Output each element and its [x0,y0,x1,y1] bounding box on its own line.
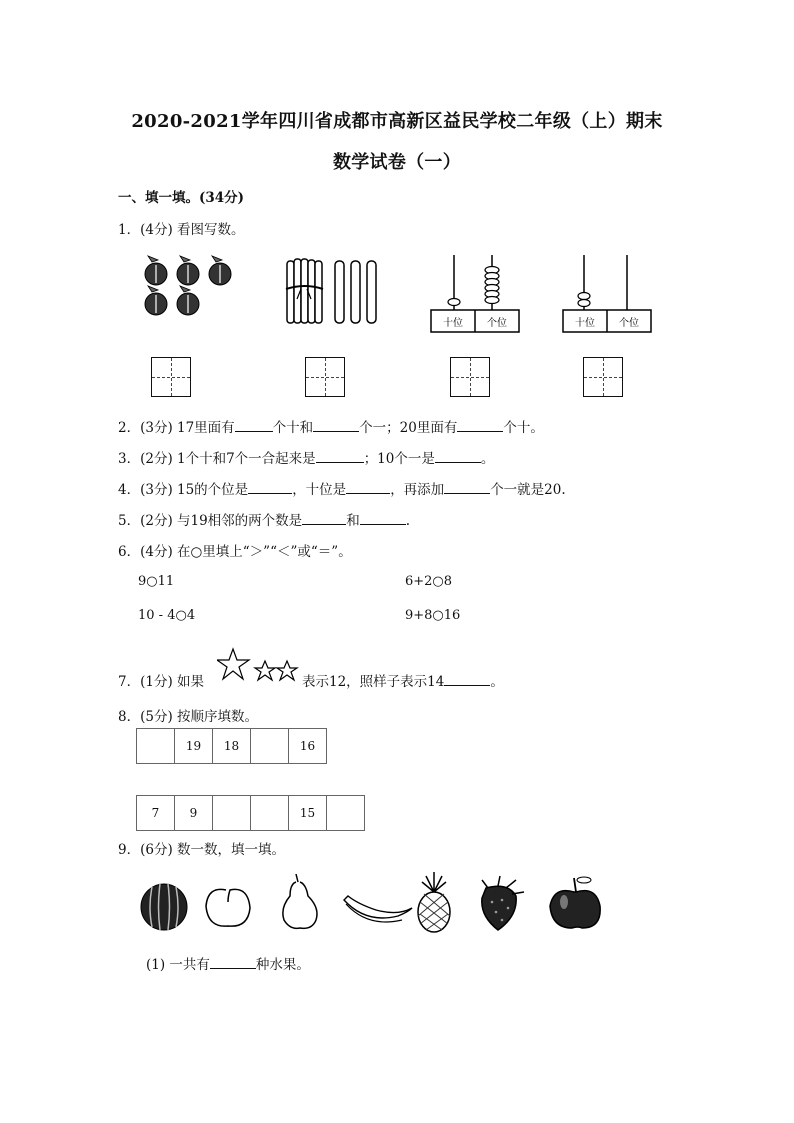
peach-icon [206,889,250,926]
blank[interactable] [444,480,490,494]
strawberry-icon [482,876,524,930]
blank[interactable] [360,511,406,525]
compare-item: 9○11 [138,574,175,589]
question-1: 1．(4分) 看图写数。 [118,222,245,238]
page-title: 2020-2021学年四川省成都市高新区益民学校二年级（上）期末 [131,111,663,132]
sequence-cell[interactable] [213,796,251,831]
sequence-table-2 [136,795,365,831]
sequence-cell[interactable] [137,729,175,764]
answer-box-4[interactable] [583,357,623,397]
question-7-tail: 表示12，照样子表示14 。 [302,674,504,690]
sequence-cell[interactable] [251,796,289,831]
question-9-sub-1: (1) 一共有 种水果。 [146,957,310,973]
question-8: 8．(5分) 按顺序填数。 [118,709,259,725]
abacus-1-picture [428,252,523,334]
blank[interactable] [444,672,490,686]
peaches-picture [138,252,238,324]
compare-item: 10 - 4○4 [138,608,196,623]
question-2: 2．(3分) 17里面有 个十和 个一；20里面有 个十。 [118,420,544,436]
sequence-cell: 19 [175,729,213,764]
question-7: 7．(1分) 如果 [118,674,205,690]
sequence-cell: 15 [289,796,327,831]
sequence-cell[interactable] [251,729,289,764]
watermelon-icon [141,884,187,930]
sequence-cell: 9 [175,796,213,831]
sequence-table-1 [136,728,327,764]
tens-label: 十位 [575,318,595,329]
blank[interactable] [210,955,256,969]
question-4: 4．(3分) 15的个位是 ，十位是 ，再添加 个一就是20. [118,482,566,498]
question-3: 3．(2分) 1个十和7个一合起来是 ；10个一是 。 [118,451,495,467]
page-subtitle: 数学试卷（一） [332,152,462,173]
sequence-cell[interactable] [327,796,365,831]
answer-box-3[interactable] [450,357,490,397]
blank[interactable] [248,480,292,494]
answer-box-1[interactable] [151,357,191,397]
sequence-cell: 16 [289,729,327,764]
fruits-picture [136,872,606,934]
blank[interactable] [435,449,481,463]
abacus-2-picture [560,252,655,334]
stars-icon [217,647,301,683]
answer-box-2[interactable] [305,357,345,397]
blank[interactable] [313,418,359,432]
blank[interactable] [235,418,273,432]
tens-label: 十位 [443,318,463,329]
ones-label: 个位 [487,318,507,329]
question-6: 6．(4分) 在○里填上“＞”“＜”或“＝”。 [118,544,352,560]
compare-item: 9+8○16 [405,608,461,623]
pear-icon [283,874,317,928]
apple-icon [550,877,600,928]
question-5: 5．(2分) 与19相邻的两个数是 和 . [118,513,410,529]
section-heading: 一、填一填。(34分) [118,190,245,206]
ones-label: 个位 [619,318,639,329]
sequence-cell: 18 [213,729,251,764]
question-9: 9．(6分) 数一数，填一填。 [118,842,286,858]
compare-item: 6+2○8 [405,574,453,589]
blank[interactable] [302,511,346,525]
sticks-bundle-picture [285,255,385,327]
sequence-cell: 7 [137,796,175,831]
blank[interactable] [316,449,364,463]
pineapple-icon [418,872,450,932]
blank[interactable] [457,418,503,432]
banana-icon [344,896,412,922]
blank[interactable] [346,480,390,494]
